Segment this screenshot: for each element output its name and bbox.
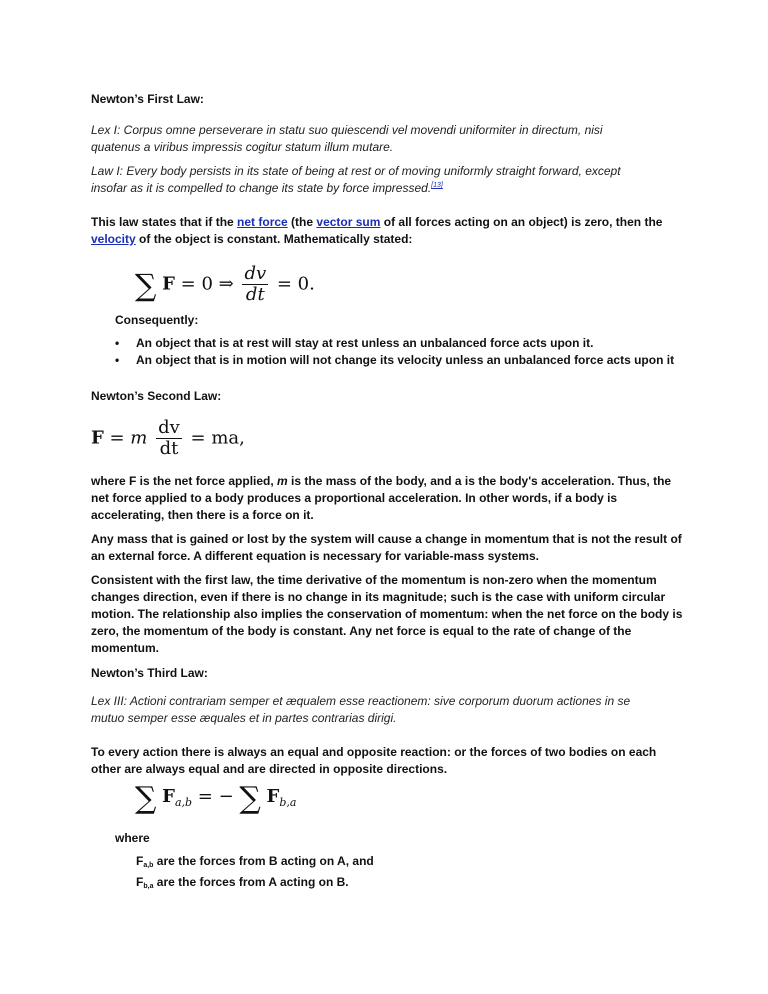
force-subscript: b,a	[143, 883, 154, 890]
equation-part: = −	[192, 786, 240, 807]
explanation-line	[91, 231, 691, 248]
paragraph-line: accelerating, then there is a force on it.	[91, 508, 314, 522]
derivative-fraction	[242, 264, 268, 305]
net-force-link[interactable]: net force	[237, 215, 288, 229]
explanation-text: (the	[287, 215, 317, 229]
explanation-text: This law states that if the	[91, 215, 238, 229]
first-law-latin	[91, 122, 691, 156]
force-symbol: F	[136, 854, 144, 868]
first-law-english-text: insofar as it is compelled to change its state by force impressed.	[91, 181, 432, 195]
equation-part: = 0 ⇒	[174, 273, 240, 295]
first-law-english	[91, 163, 691, 197]
first-law-english-line: Law I: Every body persists in its state of being at rest or of moving uniformly straight forward, except	[91, 164, 621, 178]
force-symbol: F	[266, 786, 280, 807]
paragraph-line: other are always equal and are directed in opposite directions.	[91, 762, 448, 776]
velocity-link[interactable]: velocity	[91, 232, 136, 246]
force-subscript: a,b	[174, 796, 193, 809]
force-symbol: F	[162, 786, 175, 807]
force-symbol: F	[91, 427, 104, 449]
third-law-latin-line: mutuo semper esse æquales et in partes contrarias dirigi.	[91, 711, 397, 725]
explanation-line	[91, 214, 691, 231]
fraction-numerator: dv	[158, 417, 180, 438]
fraction-denominator: dt	[245, 284, 265, 305]
sigma-symbol: ∑	[239, 781, 261, 816]
third-law-paragraph	[91, 744, 691, 778]
third-law-equation	[135, 781, 297, 816]
first-law-equation	[135, 264, 315, 305]
citation-link[interactable]: [13]	[431, 182, 443, 189]
vector-sum-link[interactable]: vector sum	[316, 215, 381, 229]
paragraph-line: net force applied to a body produces a proportional acceleration. In other words, if a body is	[91, 491, 618, 505]
paragraph-line: zero, the momentum of the body is constant. Any net force is equal to the rate of change of the	[91, 624, 632, 638]
third-law-latin-line: Lex III: Actioni contrariam semper et æqualem esse reactionem: sive corporum duorum actiones in se	[91, 694, 631, 708]
second-law-paragraph-3	[91, 572, 691, 657]
paragraph-line: To every action there is always an equal and opposite reaction: or the forces of two bodies on each	[91, 745, 657, 759]
definition-text: are the forces from A acting on B.	[153, 875, 349, 889]
second-law-paragraph-2	[91, 531, 691, 565]
second-law-equation	[91, 418, 245, 459]
definition-line	[136, 853, 736, 874]
consequently-label: Consequently:	[115, 313, 199, 327]
first-law-latin-line: quatenus a viribus impressis cogitur statum illum mutare.	[91, 140, 394, 154]
second-law-heading: Newton’s Second Law:	[91, 389, 222, 403]
force-subscript: a,b	[143, 862, 154, 869]
equation-part: = m	[103, 427, 154, 449]
explanation-text: of the object is constant. Mathematically stated:	[135, 232, 413, 246]
paragraph-line: momentum.	[91, 641, 160, 655]
sigma-symbol: ∑	[135, 781, 157, 816]
definition-line	[136, 874, 736, 895]
paragraph-line: an external force. A different equation is necessary for variable-mass systems.	[91, 549, 539, 563]
fraction-denominator: dt	[159, 438, 179, 459]
first-law-heading: Newton’s First Law:	[91, 92, 204, 106]
first-law-english-line	[91, 180, 691, 197]
paragraph-line: Any mass that is gained or lost by the system will cause a change in momentum that is not the result of	[91, 532, 682, 546]
second-law-paragraph-1	[91, 473, 691, 524]
force-symbol: F	[136, 875, 144, 889]
paragraph-line: motion. The relationship also implies the conservation of momentum: when the net force on the body is	[91, 607, 683, 621]
paragraph-line	[91, 473, 691, 490]
sigma-symbol: ∑	[135, 268, 157, 304]
where-label: where	[115, 831, 150, 845]
consequence-list	[115, 335, 695, 369]
fraction-numerator: dv	[244, 263, 267, 284]
force-symbol: F	[162, 273, 175, 295]
paragraph-line: changes direction, even if there is no change in its magnitude; such is the case with uniform circular	[91, 590, 666, 604]
paragraph-text: is the mass of the body, and a is the body's acceleration. Thus, the	[287, 474, 672, 488]
first-law-explanation	[91, 214, 691, 248]
paragraph-line: Consistent with the first law, the time derivative of the momentum is non-zero when the momentum	[91, 573, 657, 587]
paragraph-text: where F is the net force applied,	[91, 474, 278, 488]
derivative-fraction	[156, 418, 182, 459]
list-item: • An object that is in motion will not change its velocity unless an unbalanced force acts upon it	[115, 352, 695, 369]
definition-text: are the forces from B acting on A, and	[153, 854, 374, 868]
force-definitions	[136, 853, 736, 895]
explanation-text: of all forces acting on an object) is zero, then the	[380, 215, 663, 229]
equation-part: = 0.	[271, 273, 315, 295]
third-law-heading: Newton’s Third Law:	[91, 666, 208, 680]
mass-symbol: m	[277, 474, 288, 488]
list-item: • An object that is at rest will stay at rest unless an unbalanced force acts upon it.	[115, 335, 695, 352]
first-law-latin-line: Lex I: Corpus omne perseverare in statu suo quiescendi vel movendi uniformiter in directum, nisi	[91, 123, 603, 137]
equation-part: = ma,	[184, 427, 245, 449]
third-law-latin	[91, 693, 691, 727]
force-subscript: b,a	[279, 796, 297, 809]
